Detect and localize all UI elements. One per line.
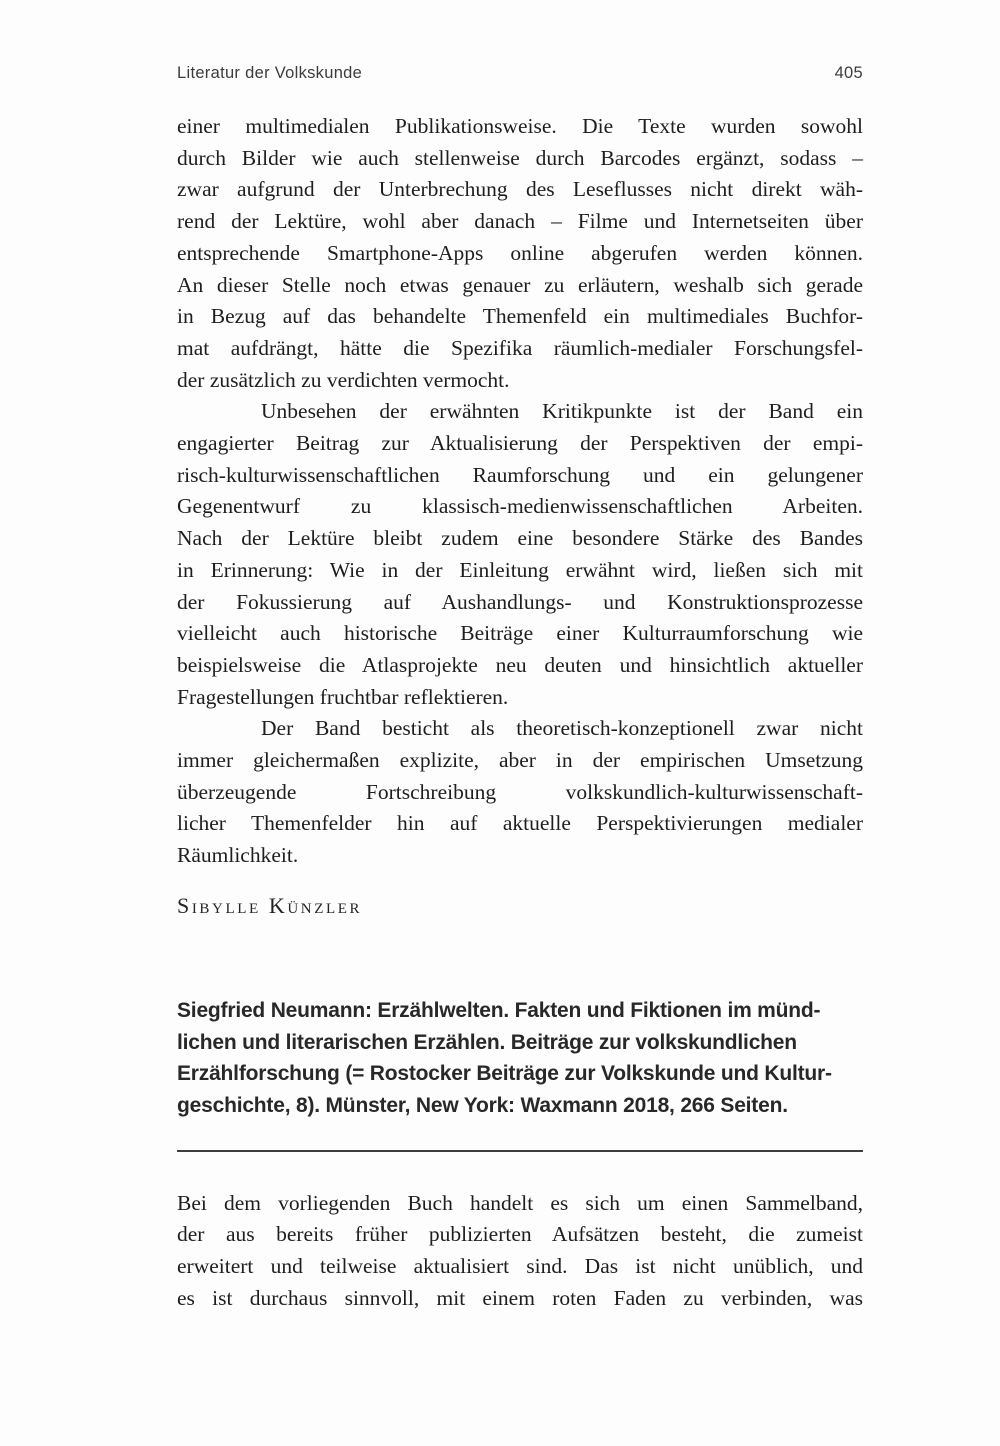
review-paragraph-3 (177, 713, 863, 872)
text-line: licher Themenfelder hin auf aktuelle Perspektivierungen medialer (177, 811, 863, 836)
page-number: 405 (834, 64, 863, 82)
text-line: An dieser Stelle noch etwas genauer zu erläutern, weshalb sich gerade (177, 272, 863, 297)
text-line: Gegenentwurf zu klassisch-medienwissenschaftlichen Arbeiten. (177, 494, 863, 519)
text-line: rend der Lektüre, wohl aber danach – Filme und Internetseiten über (177, 209, 863, 234)
text-line: zwar aufgrund der Unterbrechung des Leseflusses nicht direkt wäh- (177, 177, 863, 202)
citation-line: Erzählforschung (= Rostocker Beiträge zur Volkskunde und Kultur- (177, 1062, 832, 1086)
running-header-title: Literatur der Volkskunde (177, 64, 363, 82)
text-line: in Bezug auf das behandelte Themenfeld ein multimediales Buchfor- (177, 304, 863, 329)
citation-line: lichen und literarischen Erzählen. Beiträge zur volkskundlichen (177, 1030, 797, 1054)
text-line: risch-kulturwissenschaftlichen Raumforschung und ein gelungener (177, 462, 863, 487)
text-line: vielleicht auch historische Beiträge einer Kulturraumforschung wie (177, 621, 863, 646)
text-line: Bei dem vorliegenden Buch handelt es sich um einen Sammelband, (177, 1190, 863, 1215)
review-paragraph-2 (177, 396, 863, 713)
running-header (177, 64, 863, 83)
text-line: Unbesehen der erwähnten Kritikpunkte ist der Band ein (261, 399, 863, 424)
text-line: Fragestellungen fruchtbar reflektieren. (177, 684, 509, 709)
text-line: Nach der Lektüre bleibt zudem eine besondere Stärke des Bandes (177, 526, 863, 551)
text-line: durch Bilder wie auch stellenweise durch Barcodes ergänzt, sodass – (177, 145, 863, 170)
text-line: einer multimedialen Publikationsweise. Die Texte wurden sowohl (177, 114, 863, 138)
next-review-paragraph-1 (177, 1188, 863, 1315)
text-line: mat aufdrängt, hätte die Spezifika räumlich-medialer Forschungsfel- (177, 335, 863, 360)
text-line: in Erinnerung: Wie in der Einleitung erwähnt wird, ließen sich mit (177, 557, 863, 582)
text-line: der aus bereits früher publizierten Aufsätzen besteht, die zumeist (177, 1222, 863, 1247)
citation-line: geschichte, 8). Münster, New York: Waxmann 2018, 266 Seiten. (177, 1093, 788, 1117)
text-line: Räumlichkeit. (177, 843, 299, 868)
text-line: engagierter Beitrag zur Aktualisierung der Perspektiven der empi- (177, 431, 863, 456)
review-paragraph-1 (177, 111, 863, 396)
reviewer-name: Sibylle Künzler (177, 892, 363, 918)
citation-line: Siegfried Neumann: Erzählwelten. Fakten und Fiktionen im münd- (177, 998, 821, 1022)
text-line: erweitert und teilweise aktualisiert sind. Das ist nicht unüblich, und (177, 1254, 863, 1279)
text-line: immer gleichermaßen explizite, aber in der empirischen Umsetzung (177, 748, 863, 773)
text-line: der Fokussierung auf Aushandlungs- und Konstruktionsprozesse (177, 589, 863, 614)
section-divider-rule (177, 1150, 863, 1152)
text-column (177, 0, 863, 1315)
text-line: Der Band besticht als theoretisch-konzeptionell zwar nicht (261, 716, 863, 741)
text-line: beispielsweise die Atlasprojekte neu deuten und hinsichtlich aktueller (177, 652, 863, 677)
text-line: der zusätzlich zu verdichten vermocht. (177, 367, 510, 392)
text-line: es ist durchaus sinnvoll, mit einem roten Faden zu verbinden, was (177, 1285, 863, 1310)
text-line: entsprechende Smartphone-Apps online abgerufen werden können. (177, 240, 863, 265)
text-line: überzeugende Fortschreibung volkskundlich-kulturwissenschaft- (177, 779, 863, 804)
book-citation (177, 995, 863, 1122)
